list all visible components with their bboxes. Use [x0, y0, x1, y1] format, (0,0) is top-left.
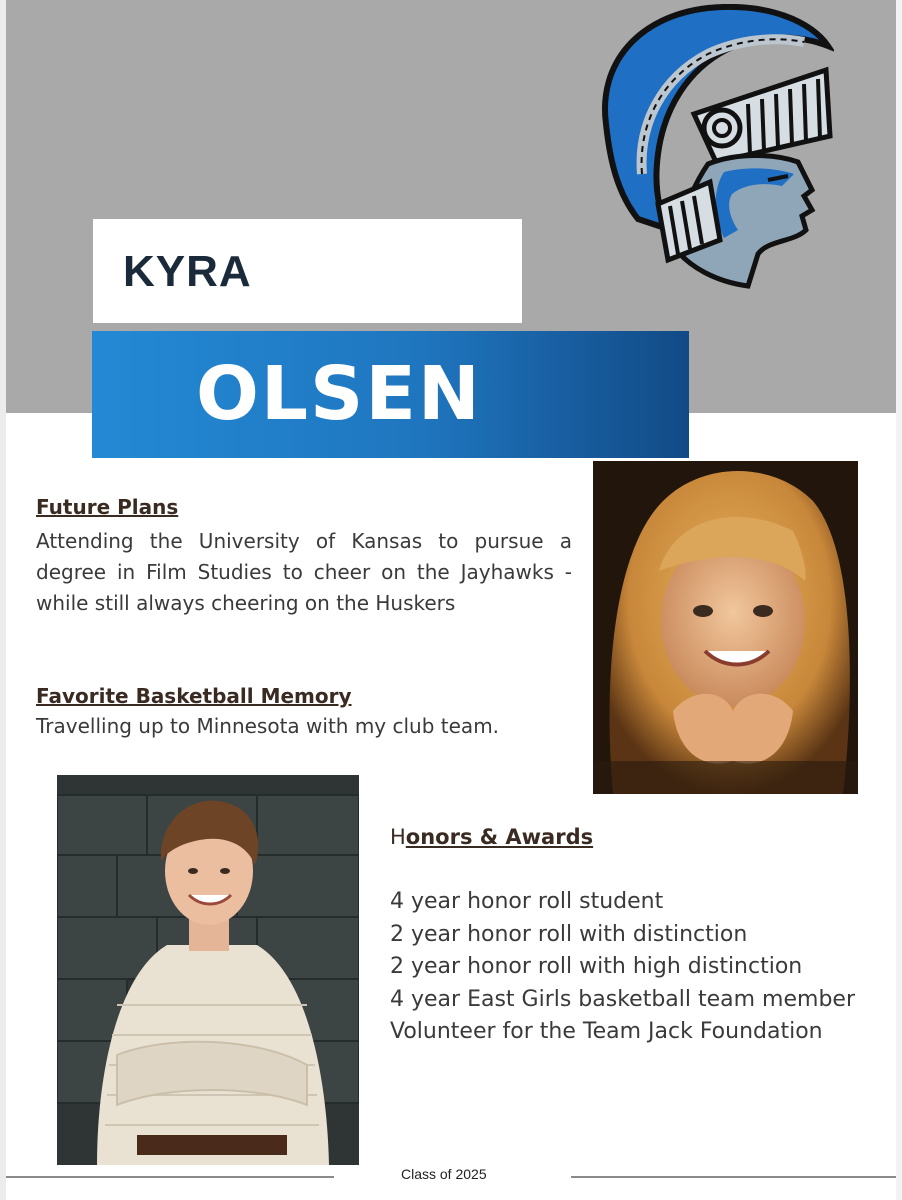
first-name-box	[93, 219, 522, 323]
honors-heading	[390, 825, 593, 849]
future-plans-text: Attending the University of Kansas to pursue a degree in Film Studies to cheer on the Jayhawks - while still always cheering on the Huskers	[36, 529, 572, 615]
footer-divider-right	[571, 1176, 896, 1178]
list-item: 4 year East Girls basketball team member	[390, 986, 855, 1012]
footer-divider-left	[6, 1176, 334, 1178]
honors-heading-initial: H	[390, 825, 406, 849]
first-name: KYRA	[123, 247, 252, 296]
childhood-photo	[593, 461, 858, 794]
future-plans-heading: Future Plans	[36, 495, 179, 519]
last-name: OLSEN	[196, 351, 482, 437]
senior-photo	[57, 775, 359, 1165]
page-right-edge	[896, 0, 902, 1200]
last-name-banner	[92, 331, 689, 458]
footer-class-label: Class of 2025	[401, 1166, 487, 1182]
spartan-helmet-logo-icon	[598, 4, 834, 292]
list-item: 2 year honor roll with distinction	[390, 921, 748, 947]
favorite-memory-text: Travelling up to Minnesota with my club team.	[36, 714, 500, 738]
honors-list	[390, 886, 876, 1049]
list-item: 2 year honor roll with high distinction	[390, 954, 803, 979]
favorite-memory-heading: Favorite Basketball Memory	[36, 684, 352, 708]
list-item: 4 year honor roll student	[390, 889, 664, 914]
honors-heading-rest: onors & Awards	[405, 825, 594, 849]
list-item: Volunteer for the Team Jack Foundation	[390, 1019, 823, 1044]
